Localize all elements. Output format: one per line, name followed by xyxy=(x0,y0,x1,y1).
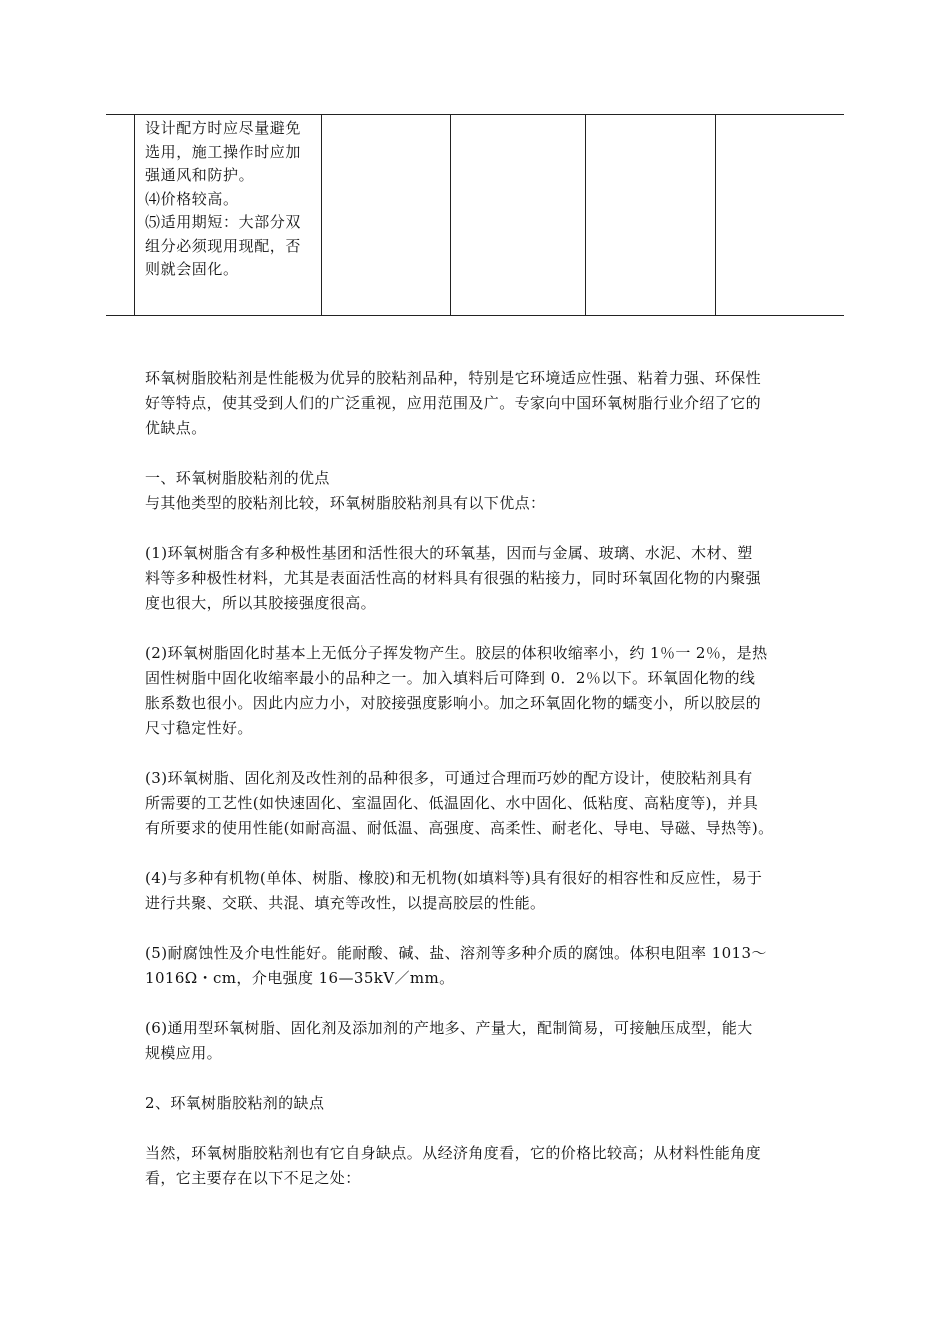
text-line: 固性树脂中固化收缩率最小的品种之一。加入填料后可降到 0．2％以下。环氧固化物的线 xyxy=(145,669,756,687)
text-line: 看，它主要存在以下不足之处： xyxy=(145,1169,361,1187)
advantage-item-3 xyxy=(145,766,810,841)
table-column-divider xyxy=(715,115,716,315)
table-column-divider xyxy=(585,115,586,315)
text-line: 胀系数也很小。因此内应力小，对胶接强度影响小。加之环氧固化物的蠕变小，所以胶层的 xyxy=(145,694,762,712)
text-line: 所需要的工艺性(如快速固化、室温固化、低温固化、水中固化、低粘度、高粘度等)，并具 xyxy=(145,794,759,812)
advantage-item-4 xyxy=(145,866,810,916)
table-cell-line: ⑸适用期短：大部分双 xyxy=(145,213,302,231)
text-line: 度也很大，所以其胶接强度很高。 xyxy=(145,594,377,612)
text-line: (3)环氧树脂、固化剂及改性剂的品种很多，可通过合理而巧妙的配方设计，使胶粘剂具有 xyxy=(145,769,753,787)
advantage-item-6 xyxy=(145,1016,810,1066)
table-fragment xyxy=(106,114,844,316)
table-cell-line: ⑷价格较高。 xyxy=(145,189,239,208)
table-column-divider xyxy=(134,115,135,315)
intro-paragraph xyxy=(145,366,810,441)
text-line: (4)与多种有机物(单体、树脂、橡胶)和无机物(如填料等)具有很好的相容性和反应性，易于 xyxy=(145,869,763,887)
advantages-heading: 一、环氧树脂胶粘剂的优点 xyxy=(145,469,330,487)
text-line: (6)通用型环氧树脂、固化剂及添加剂的产地多、产量大，配制简易，可接触压成型，能大 xyxy=(145,1019,753,1037)
advantages-lead: 与其他类型的胶粘剂比较，环氧树脂胶粘剂具有以下优点： xyxy=(145,494,546,512)
table-cell-line: 强通风和防护。 xyxy=(145,166,255,184)
text-line: 尺寸稳定性好。 xyxy=(145,719,253,737)
table-cell-line: 选用，施工操作时应加 xyxy=(145,142,302,161)
table-cell-line: 设计配方时应尽量避免 xyxy=(145,119,302,137)
text-line: 有所要求的使用性能(如耐高温、耐低温、高强度、高柔性、耐老化、导电、导磁、导热等)。 xyxy=(145,819,774,837)
text-line: 优缺点。 xyxy=(145,419,207,437)
text-line: 1016Ω・cm，介电强度 16—35kV／mm。 xyxy=(145,969,455,987)
text-line: 规模应用。 xyxy=(145,1044,223,1062)
text-line: 环氧树脂胶粘剂是性能极为优异的胶粘剂品种，特别是它环境适应性强、粘着力强、环保性 xyxy=(145,369,762,387)
advantage-item-1 xyxy=(145,541,810,616)
table-column-divider xyxy=(450,115,451,315)
table-cell-disadvantages xyxy=(145,117,323,282)
text-line: 当然，环氧树脂胶粘剂也有它自身缺点。从经济角度看，它的价格比较高；从材料性能角度 xyxy=(145,1144,762,1162)
text-line: (1)环氧树脂含有多种极性基团和活性很大的环氧基，因而与金属、玻璃、水泥、木材、塑 xyxy=(145,544,753,562)
text-line: 好等特点，使其受到人们的广泛重视，应用范围及广。专家向中国环氧树脂行业介绍了它的 xyxy=(145,394,762,412)
text-line: 进行共聚、交联、共混、填充等改性，以提高胶层的性能。 xyxy=(145,894,546,912)
text-line: (2)环氧树脂固化时基本上无低分子挥发物产生。胶层的体积收缩率小，约 1％一 2％，是热 xyxy=(145,644,768,662)
advantage-item-2 xyxy=(145,641,810,741)
disadvantages-paragraph xyxy=(145,1141,810,1191)
text-line: (5)耐腐蚀性及介电性能好。能耐酸、碱、盐、溶剂等多种介质的腐蚀。体积电阻率 1013～ xyxy=(145,944,767,962)
text-line: 料等多种极性材料，尤其是表面活性高的材料具有很强的粘接力，同时环氧固化物的内聚强 xyxy=(145,569,762,587)
advantage-item-5 xyxy=(145,941,810,991)
disadvantages-heading: 2、环氧树脂胶粘剂的缺点 xyxy=(145,1094,325,1112)
table-cell-line: 组分必须现用现配，否 xyxy=(145,236,302,255)
table-cell-line: 则就会固化。 xyxy=(145,260,239,278)
article-body xyxy=(145,366,810,1191)
